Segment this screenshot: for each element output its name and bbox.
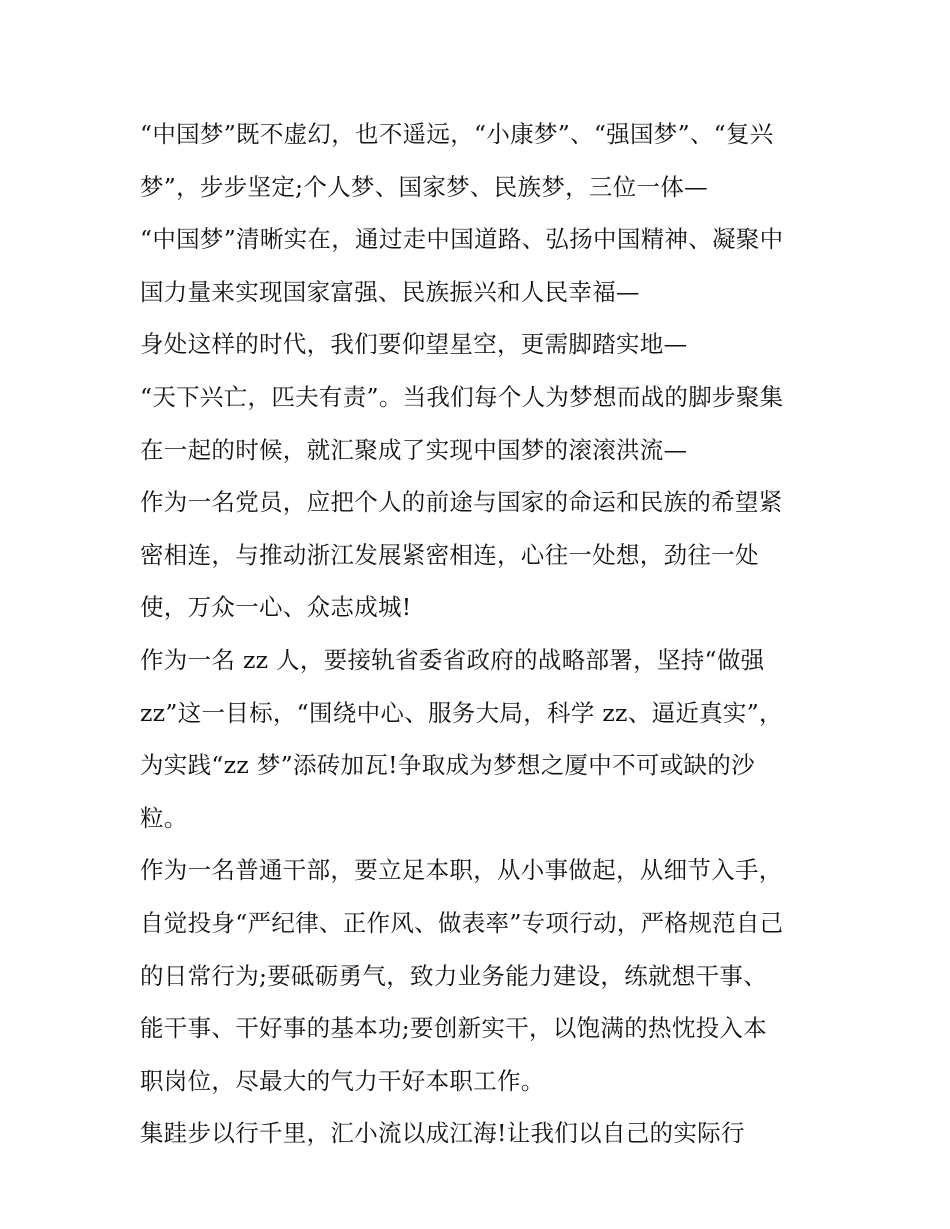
text-line: “中国梦”清晰实在，通过走中国道路、弘扬中国精神、凝聚中 [140,225,784,254]
text-line: 身处这样的时代，我们要仰望星空，更需脚踏实地— [140,330,688,359]
text-line: “中国梦”既不虚幻，也不遥远，“小康梦”、“强国梦”、“复兴 [140,120,774,148]
text-line: 集跬步以行千里，汇小流以成江海!让我们以自己的实际行 [140,1119,745,1148]
document-body [140,108,820,1160]
text-line: 能干事、干好事的基本功;要创新实干，以饱满的热忱投入本 [140,1014,768,1043]
text-line: 作为一名党员，应把个人的前途与国家的命运和民族的希望紧 [140,488,783,517]
text-line: 的日常行为;要砥砺勇气，致力业务能力建设，练就想干事、 [140,961,768,990]
text-line: 梦”，步步坚定;个人梦、国家梦、民族梦，三位一体— [140,172,708,201]
text-line: “天下兴亡，匹夫有责”。当我们每个人为梦想而战的脚步聚集 [140,382,784,411]
text-line: 自觉投身“严纪律、正作风、做表率”专项行动，严格规范自己 [140,908,784,937]
text-line: 作为一名普通干部，要立足本职，从小事做起，从细节入手， [140,856,783,885]
text-line: 职岗位，尽最大的气力干好本职工作。 [140,1066,545,1095]
text-line: 粒。 [140,803,188,832]
text-line: 为实践“zz 梦”添砖加瓦!争取成为梦想之厦中不可或缺的沙 [140,751,755,780]
text-line: 密相连，与推动浙江发展紧密相连，心往一处想，劲往一处 [140,540,759,569]
text-line: 国力量来实现国家富强、民族振兴和人民幸福— [140,277,640,306]
text-line: zz”这一目标，“围绕中心、服务大局，科学 zz、逼近真实”， [140,698,783,727]
text-line: 在一起的时候，就汇聚成了实现中国梦的滚滚洪流— [140,435,688,464]
text-line: 作为一名 zz 人，要接轨省委省政府的战略部署，坚持“做强 [140,645,765,674]
text-line: 使，万众一心、众志成城! [140,593,412,622]
